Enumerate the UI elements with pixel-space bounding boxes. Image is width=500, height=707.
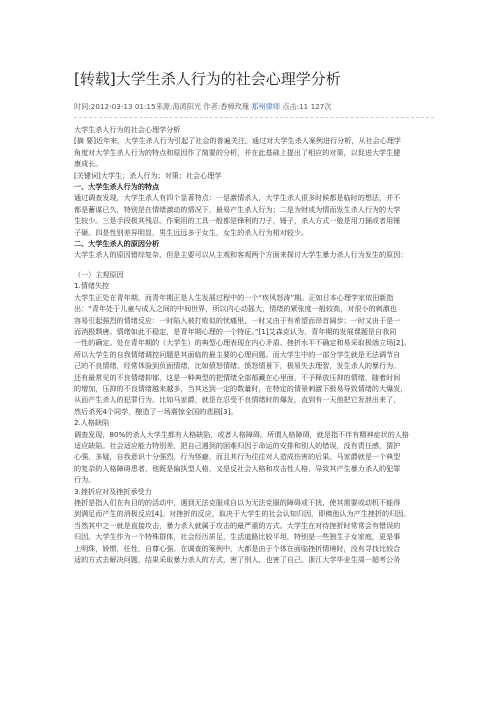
body-line: 一性的确定。处在青年期的（大学生）的典型心理表现在内心矛盾、挫折水平不确定和易采取极端立场[2]。	[74, 338, 411, 348]
body-line: 1.情绪失控	[74, 281, 110, 291]
body-line: 适应缺陷。社会适应能力特别差，把自己遇到的困难归因于命运的安排和别人的错误，没有责任感，猜护	[74, 440, 401, 450]
article-title: [转载]大学生杀人行为的社会心理学分析	[74, 70, 341, 88]
body-line: 当然其中之一就是直接攻击，暴力杀人就属于攻击的最严重的方式。大学生在对待挫折时常常会有错误的	[74, 520, 401, 530]
body-line: 通过调查发现，大学生杀人有四个显著特点：一是激情杀人，大学生杀人很多时候都是临时的想法，并不	[74, 193, 401, 203]
body-line: 上明珠，娇惯，任性，自尊心强。在调查的案例中，大都是由于个体在面临挫折情境时，没有寻找比较合	[74, 543, 401, 553]
body-line: 然后杀死4个同学，酿造了一场震惊全国的悲剧[3]。	[74, 406, 238, 416]
body-line: 都是蓄谋已久，特别是在情绪激动的情况下，最易产生杀人行为；二是为财或为情而发生杀人行为的大学	[74, 204, 401, 214]
body-line: 大学生杀人行为的社会心理学分析	[74, 125, 181, 134]
body-line: 子砸。四是性别差异明显，男生远远多于女生，女生的杀人行为相对较少。	[74, 227, 309, 237]
body-line: 大学生杀人的原因错综复杂，但是主要可以从主观和客观两个方面来探讨大学生暴力杀人行为发生的原因：	[74, 250, 408, 260]
body-line: 的复杂的人格障碍患者，他既是偏执型人格，又是反社会人格和攻击性人格，导致其产生暴力杀人的犯罪	[74, 463, 401, 473]
body-line: 2.人格缺陷	[74, 418, 110, 428]
body-line: 生较少。三是手段极其残忍。作案用的工具一般都是锋利的刀子，锤子，杀人方式一般是用刀捅或者用锤	[74, 216, 401, 226]
meta-char-count: 127次	[310, 102, 332, 111]
body-line: 3.挫折应对及挫折承受力	[74, 486, 152, 496]
body-line: 心强，多疑，自我意识十分强烈，行为怪癖，而且其行为往往对人造成伤害的后果。马家爵就是一个典型	[74, 452, 401, 462]
body-line: 归因。大学生作为一个特殊群体，社会经历质足，生活道路比较平坦，特别是一些独生子女家庭，更是事	[74, 532, 401, 542]
body-line: 调查发现，80%的杀人大学生都有人格缺陷，或者人格障碍。所谓人格障碍，就是指不伴有精神症状的人格	[74, 429, 409, 439]
body-line: 还有最常见的不良情绪抑郁，这是一种典型的把情绪全部郁藏在心里面，不予释放压抑的情绪，随着时间	[74, 372, 401, 382]
paragraph-gap	[74, 261, 434, 269]
body-line: 出：“青年处于儿童与成人之间的中间世界，所以内心动摇大，情绪的紧张度一般较高，对很小的刺激也	[74, 304, 397, 314]
body-line: 而消极颓唐。情绪如此不稳定，是青年期心理的一个特征。”[1]艾森克认为，青年期的发展课题是自我同	[74, 326, 397, 336]
meta-author-link[interactable]: 郑州律师	[251, 102, 281, 111]
body-line: 大学生正处在青年期，而青年期正是人生发展过程中的一个“疾风怒涛”期。正如日本心理学家依田新指	[74, 292, 394, 302]
body-line: 角度对大学生杀人行为的特点和原因作了简要的分析，并在此基础上提出了相应的对策，以促进大学生健	[74, 147, 401, 157]
section-heading: 一、大学生杀人行为的特点	[74, 182, 160, 192]
body-line: 所以大学生的自我情绪调控问题是其面临的最主要的心理问题。而大学生中的一部分学生就是无法调节自	[74, 349, 401, 359]
article-body	[74, 124, 434, 565]
body-line: 的增加，压抑的不良情绪越来越多，当其达到一定的数量时，在特定的情景刺激下极易导致情绪的大爆发，	[74, 383, 408, 393]
body-line: [关键词]大学生；杀人行为；对策；社会心理学	[74, 170, 222, 180]
body-line: 适的方式去解决问题，结果采取暴力杀人的方式，害了别人，也害了自己。浙江大学毕业生周一超考公务	[74, 555, 401, 565]
meta-time-source-author: 时间:2012-03-13 01:15来源:海鸿阳光 作者:香樟玫瑰	[74, 102, 249, 111]
body-line: 行为。	[74, 475, 96, 485]
body-line: 己的不良情绪，经常体验到负面情绪，比如愤怒情绪。愤怒情景下，极易失去理智，发生杀人的暴行为。	[74, 361, 401, 371]
section-heading: 二、大学生杀人的原因分析	[74, 239, 160, 249]
meta-divider	[74, 117, 434, 118]
body-line: 挫折是指人们在有目的的活动中，遇到无法克服或自以为无法克服的障碍或干扰，使其需要或动机不能得	[74, 498, 401, 507]
meta-clicks: 点击:11	[282, 102, 309, 111]
article-meta	[74, 102, 331, 112]
body-line: 容易引起强烈的情绪反应：一时陷入被打败似的忧痛里，一时又由于有希望而昂首阔步；一时又由于是一	[74, 315, 401, 325]
body-line: 到满足而产生的消极反应[4]。对挫折的反应，取决于大学生的社会认知归因，即佛他认为产生挫折的归因。	[74, 509, 411, 519]
body-line: 从而产生杀人的犯罪行为。比如马家爵，就是在忍受不良情绪时的爆发，直到有一天他把它发泄出来了，	[74, 395, 401, 405]
body-line: 康成长。	[74, 159, 103, 169]
body-line: （一）主观原因	[74, 269, 124, 279]
body-line: [摘 要]近年来，大学生杀人行为引起了社会的普遍关注。通过对大学生杀人案例进行分析，从社会心理学	[74, 136, 402, 146]
